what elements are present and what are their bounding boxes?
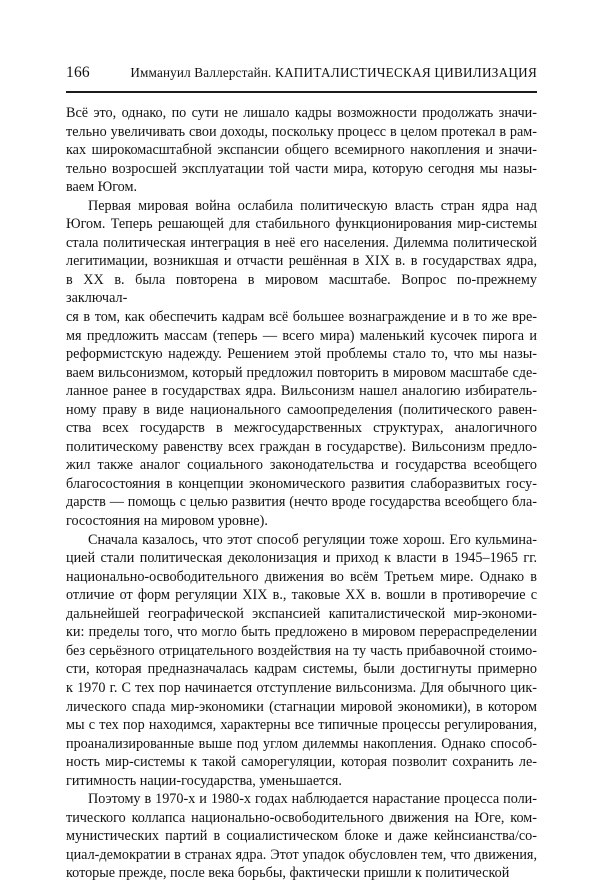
- text-line: ваем Югом.: [66, 179, 138, 196]
- text-line: цией стали политическая деколонизация и приход к власти в 1945–1965 гг.: [66, 550, 537, 567]
- page-number: 166: [66, 64, 90, 81]
- text-line: сти, которая предназначалась кадрам системы, были достигнуты примерно: [66, 661, 537, 678]
- header-rule: [66, 91, 537, 93]
- text-line: Первая мировая война ослабила политическую власть стран ядра над: [88, 197, 537, 214]
- text-line: отличие от форм регуляции XIX в., таковые XX в. вошли в противоречие с: [66, 587, 537, 604]
- text-line: мя предложить массам (теперь — всего мира) маленький кусочек пирога и: [66, 327, 537, 344]
- text-line: ланное ранее в государствах ядра. Вильсонизм нашел аналогию избиратель-: [66, 383, 537, 400]
- running-head-book-title: КАПИТАЛИСТИЧЕСКАЯ ЦИВИЛИЗАЦИЯ: [274, 65, 537, 80]
- text-line: Поэтому в 1970-х и 1980-х годах наблюдается нарастание процесса поли-: [88, 791, 537, 808]
- text-line: дальнейшей географической экспансией капиталистической мир-экономи-: [66, 605, 537, 622]
- text-line: циал-демократии в странах ядра. Этот упадок обусловлен тем, что движения,: [66, 846, 537, 863]
- text-line: ваем вильсонизмом, который предложил повторить в мировом масштабе сде-: [66, 364, 537, 381]
- paragraph: [66, 197, 541, 531]
- text-line: тельно возросшей эксплуатации той части мира, которую сегодня мы назы-: [66, 160, 537, 177]
- paragraph: [66, 104, 537, 197]
- text-line: Сначала казалось, что этот способ регуляции тоже хорош. Его кульмина-: [88, 531, 537, 548]
- text-line: реформистскую надежду. Решением этой проблемы стало то, что мы назы-: [66, 346, 537, 363]
- running-head-title: [130, 65, 537, 81]
- text-line: без серьёзного отрицательного воздействия на ту часть прибавочной стоимо-: [66, 642, 537, 659]
- text-line: жил также аналог социального законодательства и государства всеобщего: [66, 457, 537, 474]
- paragraph: [66, 790, 537, 883]
- text-line: тельно увеличивать свои доходы, поскольку процесс в целом протекал в рам-: [66, 123, 537, 140]
- text-line: тического коллапса национально-освободительного движения на Юге, ком-: [66, 809, 537, 826]
- text-line: Всё это, однако, по сути не лишало кадры возможности продолжать значи-: [66, 105, 537, 121]
- text-line: которые прежде, после века борьбы, фактически пришли к политической: [66, 865, 510, 882]
- text-line: благосостояния в концепции экономического развития слаборазвитых госу-: [66, 475, 537, 492]
- paragraph: [66, 531, 537, 791]
- text-line: политическому равенству всех граждан в государстве). Вильсонизм предло-: [66, 438, 537, 455]
- running-head: [66, 64, 537, 86]
- running-head-author: Иммануил Валлерстайн.: [130, 65, 272, 80]
- text-line: ся в том, как обеспечить кадрам всё большее вознаграждение и в то же вре-: [66, 309, 537, 326]
- text-line: проанализированные выше под углом дилеммы накопления. Однако способ-: [66, 735, 537, 752]
- text-line: мы с тех пор находимся, характерны все типичные процессы регулирования,: [66, 717, 537, 734]
- text-line: ства всех государств в межгосударственных структурах, аналогичного: [66, 420, 537, 437]
- text-line: дарств — помощь с целью развития (нечто вроде государства всеобщего бла-: [66, 494, 537, 511]
- text-line: ках широкомасштабной экспансии общего всемирного накопления и значи-: [66, 142, 537, 159]
- body-text-block: [66, 104, 541, 883]
- text-line: Югом. Теперь решающей для стабильного функционирования мир-системы: [66, 216, 537, 233]
- text-line: госостояния на мировом уровне).: [66, 513, 268, 530]
- text-line: ному праву в виде национального самоопределения (политического равен-: [66, 401, 537, 418]
- text-line: мунистических партий в социалистическом блоке и даже кейнсианства/со-: [66, 828, 537, 845]
- text-line: легитимации, возникшая и отчасти решённая в XIX в. в государствах ядра,: [66, 253, 537, 270]
- text-line: национально-освободительного движения во всём Третьем мире. Однако в: [66, 568, 537, 585]
- text-line: лического спада мир-экономики (стагнации мировой экономики), в котором: [66, 698, 537, 715]
- text-line: ки: пределы того, что могло быть предложено в мировом перераспределении: [66, 624, 537, 641]
- text-line: в XX в. была повторена в мировом масштабе. Вопрос по-прежнему заключал-: [66, 271, 541, 307]
- text-line: стала политическая интеграция в неё его населения. Дилемма политической: [66, 234, 537, 251]
- text-line: ность мир-системы к такой саморегуляции, которая позволит сохранить ле-: [66, 754, 537, 771]
- text-line: к 1970 г. С тех пор начинается отступление вильсонизма. Для обычного цик-: [66, 679, 537, 696]
- text-line: гитимность нации-государства, уменьшается.: [66, 772, 342, 789]
